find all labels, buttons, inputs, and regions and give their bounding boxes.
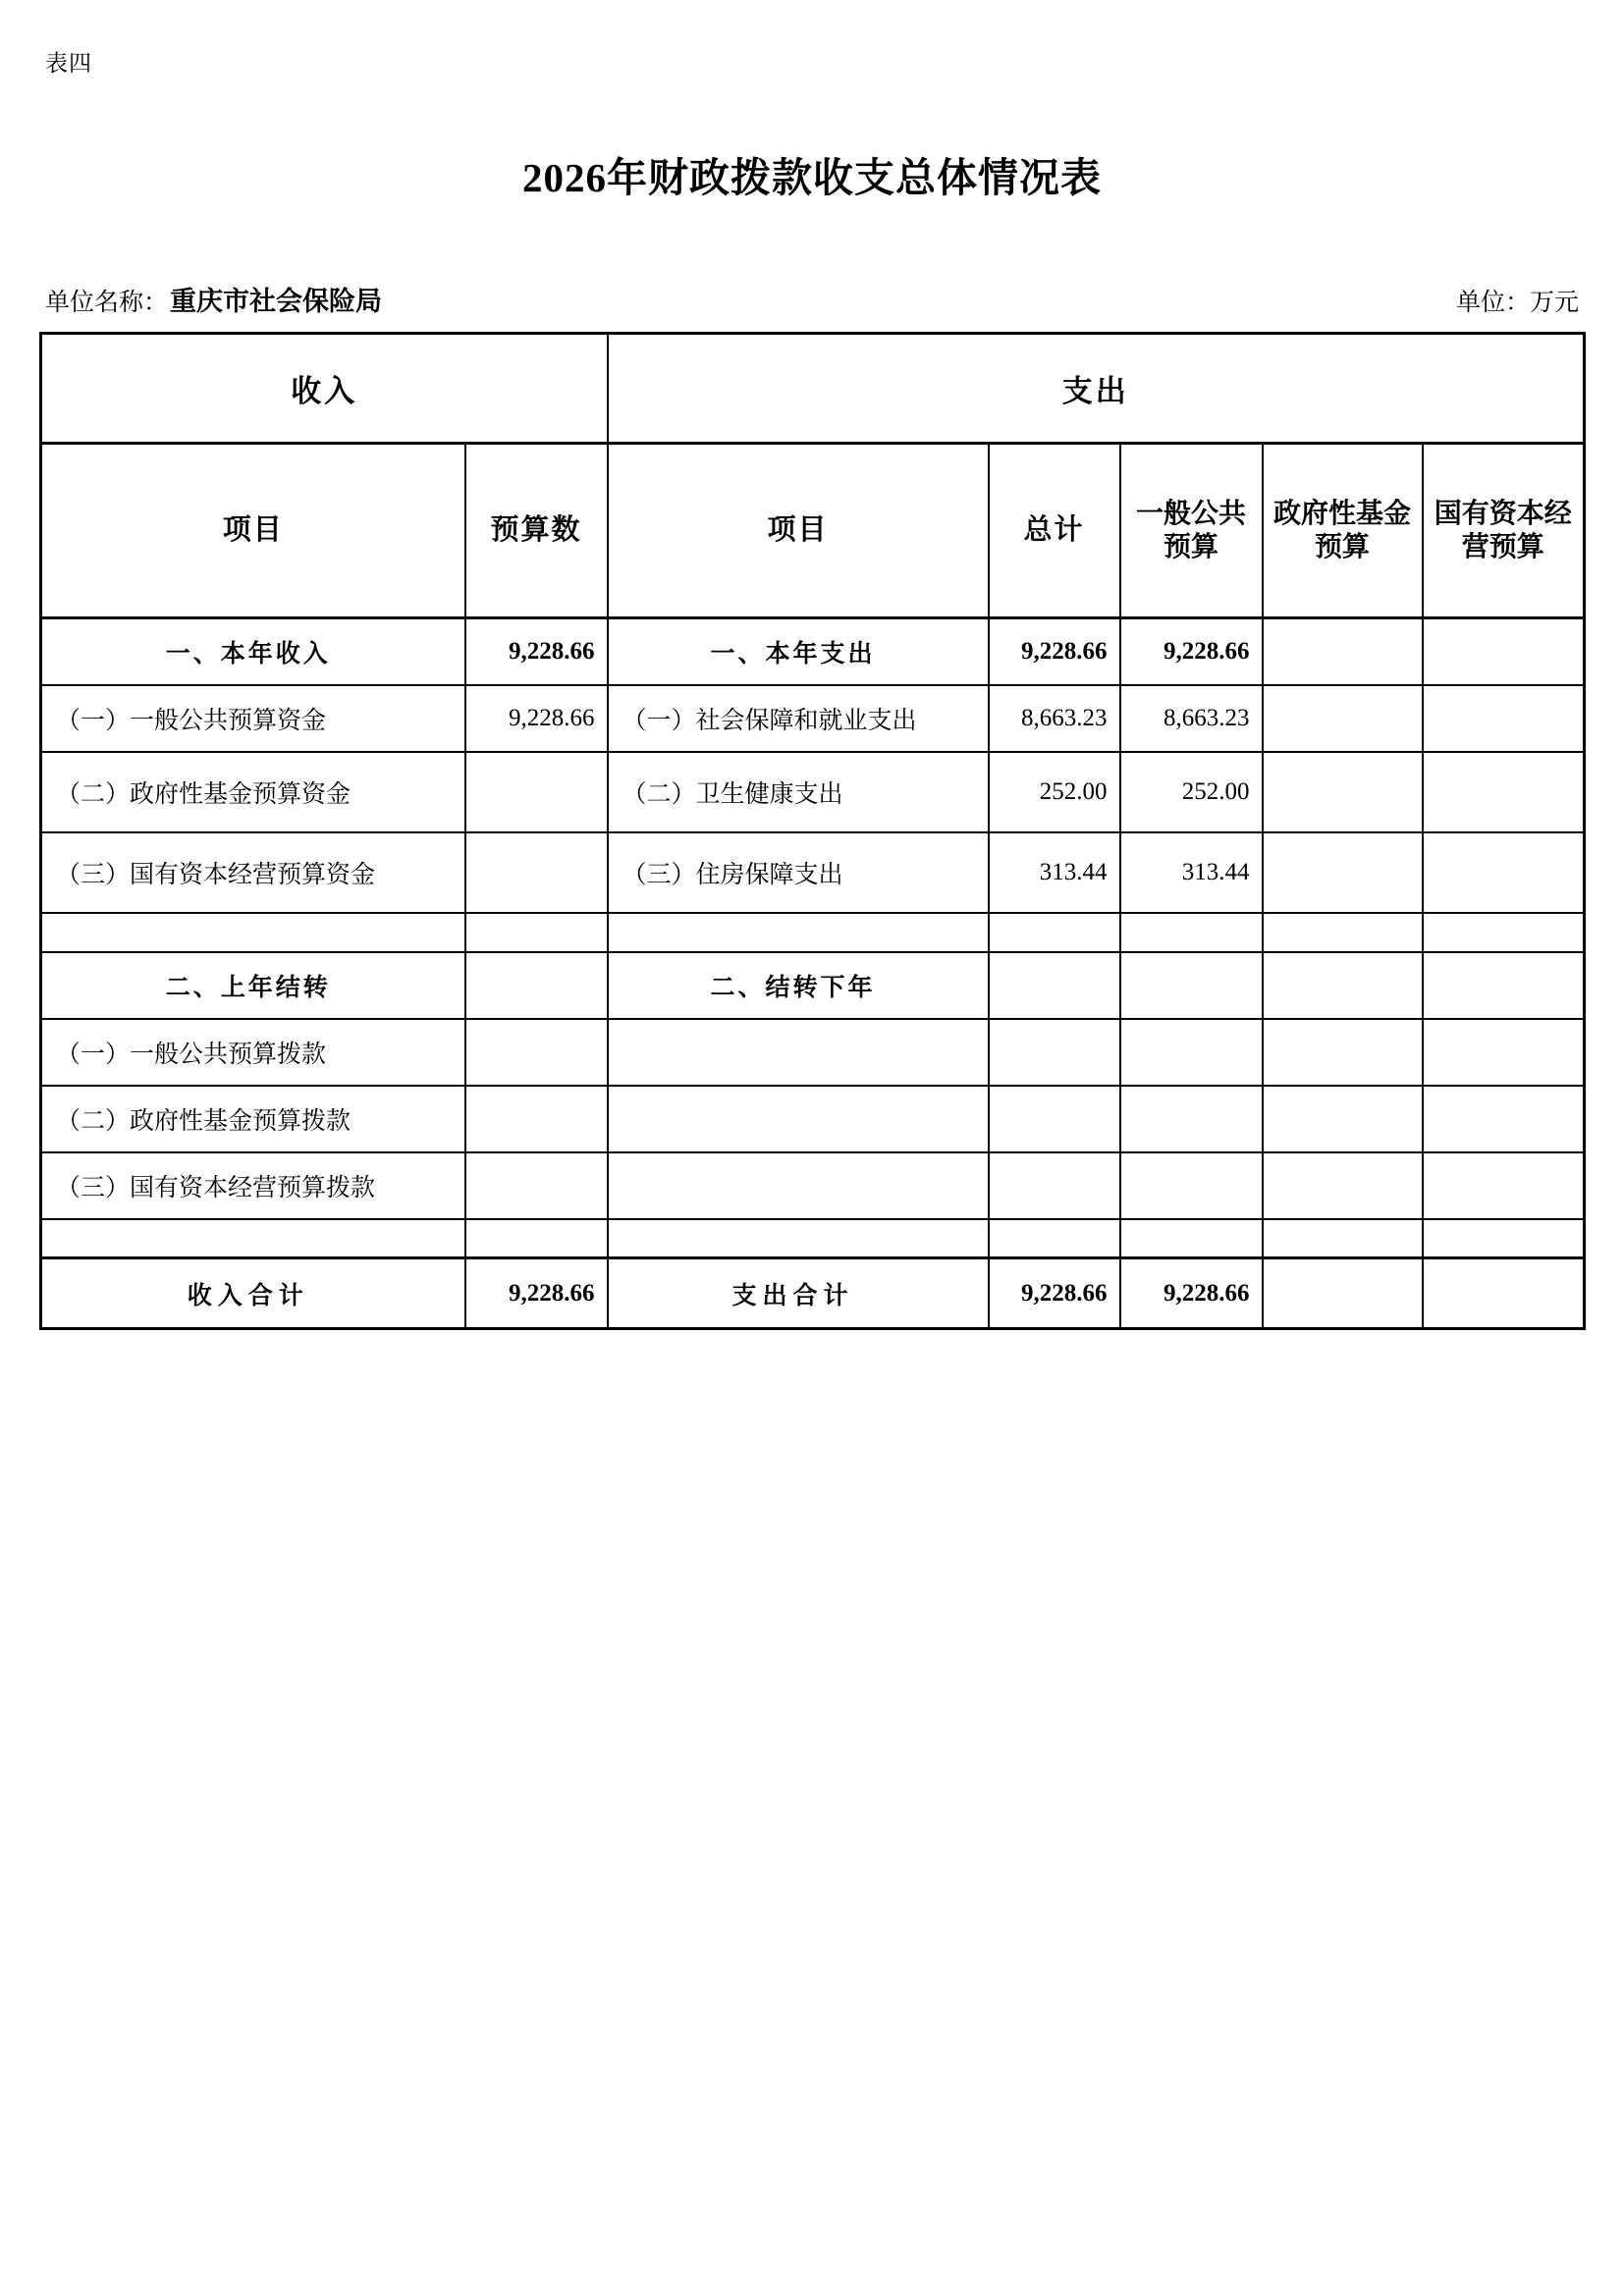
- cell-income-item: （三）国有资本经营预算拨款: [41, 1152, 465, 1219]
- col-header-expense-general: 一般公共预算: [1120, 444, 1263, 618]
- budget-table-container: [39, 332, 1583, 1330]
- cell-expense-total: [989, 1086, 1120, 1152]
- table-row: [41, 1086, 1585, 1152]
- cell-expense-fund: [1263, 1258, 1423, 1329]
- cell-expense-item: （三）住房保障支出: [608, 832, 989, 913]
- cell-income-budget: [465, 1086, 608, 1152]
- cell-income-budget: [465, 913, 608, 952]
- cell-income-budget: [465, 952, 608, 1019]
- budget-table: [39, 332, 1586, 1330]
- unit-name-label: 单位名称：: [45, 290, 169, 316]
- cell-expense-general: 252.00: [1120, 752, 1263, 832]
- cell-expense-item: 一、本年支出: [608, 618, 989, 685]
- cell-expense-general: 313.44: [1120, 832, 1263, 913]
- cell-income-item: （一）一般公共预算拨款: [41, 1019, 465, 1086]
- cell-income-item: [41, 913, 465, 952]
- band-income: 收入: [41, 334, 608, 444]
- col-header-income-budget: 预算数: [465, 444, 608, 618]
- table-row: [41, 952, 1585, 1019]
- cell-expense-total: [989, 1219, 1120, 1258]
- cell-expense-item: [608, 913, 989, 952]
- cell-expense-general: [1120, 952, 1263, 1019]
- cell-expense-fund: [1263, 832, 1423, 913]
- sheet-label: 表四: [45, 51, 92, 76]
- cell-expense-item: （一）社会保障和就业支出: [608, 685, 989, 752]
- table-row: [41, 1258, 1585, 1329]
- cell-income-budget: [465, 1219, 608, 1258]
- cell-expense-general: 8,663.23: [1120, 685, 1263, 752]
- table-row: [41, 752, 1585, 832]
- unit-name-value: 重庆市社会保险局: [170, 287, 383, 316]
- cell-expense-general: [1120, 1219, 1263, 1258]
- cell-expense-soe: [1423, 685, 1585, 752]
- cell-expense-soe: [1423, 1019, 1585, 1086]
- cell-expense-item: 支出合计: [608, 1258, 989, 1329]
- cell-expense-item: 二、结转下年: [608, 952, 989, 1019]
- cell-expense-total: 9,228.66: [989, 618, 1120, 685]
- cell-expense-total: [989, 1019, 1120, 1086]
- cell-expense-soe: [1423, 618, 1585, 685]
- cell-expense-general: 9,228.66: [1120, 618, 1263, 685]
- cell-income-budget: [465, 752, 608, 832]
- cell-expense-total: 313.44: [989, 832, 1120, 913]
- cell-expense-fund: [1263, 1219, 1423, 1258]
- cell-expense-fund: [1263, 752, 1423, 832]
- table-column-header-row: [41, 444, 1585, 618]
- col-header-income-item: 项目: [41, 444, 465, 618]
- table-row: [41, 618, 1585, 685]
- cell-income-item: 二、上年结转: [41, 952, 465, 1019]
- document-meta: [45, 280, 1579, 318]
- cell-income-item: 收入合计: [41, 1258, 465, 1329]
- unit-name-group: [45, 280, 382, 318]
- col-header-expense-item: 项目: [608, 444, 989, 618]
- cell-income-item: 一、本年收入: [41, 618, 465, 685]
- band-expenditure: 支出: [608, 334, 1585, 444]
- page-title: 2026年财政拨款收支总体情况表: [522, 155, 1102, 200]
- cell-income-budget: 9,228.66: [465, 618, 608, 685]
- cell-expense-soe: [1423, 1086, 1585, 1152]
- cell-expense-total: [989, 1152, 1120, 1219]
- cell-expense-soe: [1423, 952, 1585, 1019]
- cell-expense-fund: [1263, 1019, 1423, 1086]
- table-row: [41, 832, 1585, 913]
- cell-expense-general: [1120, 1019, 1263, 1086]
- cell-income-item: [41, 1219, 465, 1258]
- table-row: [41, 1019, 1585, 1086]
- cell-expense-soe: [1423, 752, 1585, 832]
- cell-expense-item: [608, 1086, 989, 1152]
- cell-expense-item: [608, 1019, 989, 1086]
- cell-expense-soe: [1423, 913, 1585, 952]
- cell-income-item: （一）一般公共预算资金: [41, 685, 465, 752]
- cell-expense-fund: [1263, 618, 1423, 685]
- col-header-expense-soe: 国有资本经营预算: [1423, 444, 1585, 618]
- cell-expense-total: 8,663.23: [989, 685, 1120, 752]
- cell-expense-general: [1120, 913, 1263, 952]
- cell-income-item: （三）国有资本经营预算资金: [41, 832, 465, 913]
- cell-expense-item: [608, 1219, 989, 1258]
- cell-expense-fund: [1263, 1152, 1423, 1219]
- cell-expense-item: [608, 1152, 989, 1219]
- cell-expense-fund: [1263, 1086, 1423, 1152]
- cell-income-item: （二）政府性基金预算资金: [41, 752, 465, 832]
- cell-income-budget: [465, 1019, 608, 1086]
- table-row: [41, 1152, 1585, 1219]
- cell-income-item: （二）政府性基金预算拨款: [41, 1086, 465, 1152]
- cell-expense-general: [1120, 1152, 1263, 1219]
- cell-expense-item: （二）卫生健康支出: [608, 752, 989, 832]
- cell-expense-soe: [1423, 1219, 1585, 1258]
- budget-table-body: [41, 334, 1585, 1329]
- cell-expense-total: [989, 913, 1120, 952]
- cell-expense-soe: [1423, 832, 1585, 913]
- cell-expense-fund: [1263, 913, 1423, 952]
- cell-income-budget: [465, 1152, 608, 1219]
- cell-expense-fund: [1263, 952, 1423, 1019]
- cell-expense-total: 9,228.66: [989, 1258, 1120, 1329]
- currency-unit-label: 单位：万元: [1455, 290, 1579, 316]
- cell-expense-total: 252.00: [989, 752, 1120, 832]
- table-row: [41, 913, 1585, 952]
- cell-expense-general: [1120, 1086, 1263, 1152]
- cell-expense-soe: [1423, 1258, 1585, 1329]
- table-row: [41, 685, 1585, 752]
- table-row: [41, 1219, 1585, 1258]
- cell-income-budget: 9,228.66: [465, 685, 608, 752]
- cell-expense-fund: [1263, 685, 1423, 752]
- col-header-expense-fund: 政府性基金预算: [1263, 444, 1423, 618]
- cell-expense-general: 9,228.66: [1120, 1258, 1263, 1329]
- cell-expense-soe: [1423, 1152, 1585, 1219]
- cell-expense-total: [989, 952, 1120, 1019]
- col-header-expense-total: 总计: [989, 444, 1120, 618]
- table-band-row: [41, 334, 1585, 444]
- cell-income-budget: [465, 832, 608, 913]
- cell-income-budget: 9,228.66: [465, 1258, 608, 1329]
